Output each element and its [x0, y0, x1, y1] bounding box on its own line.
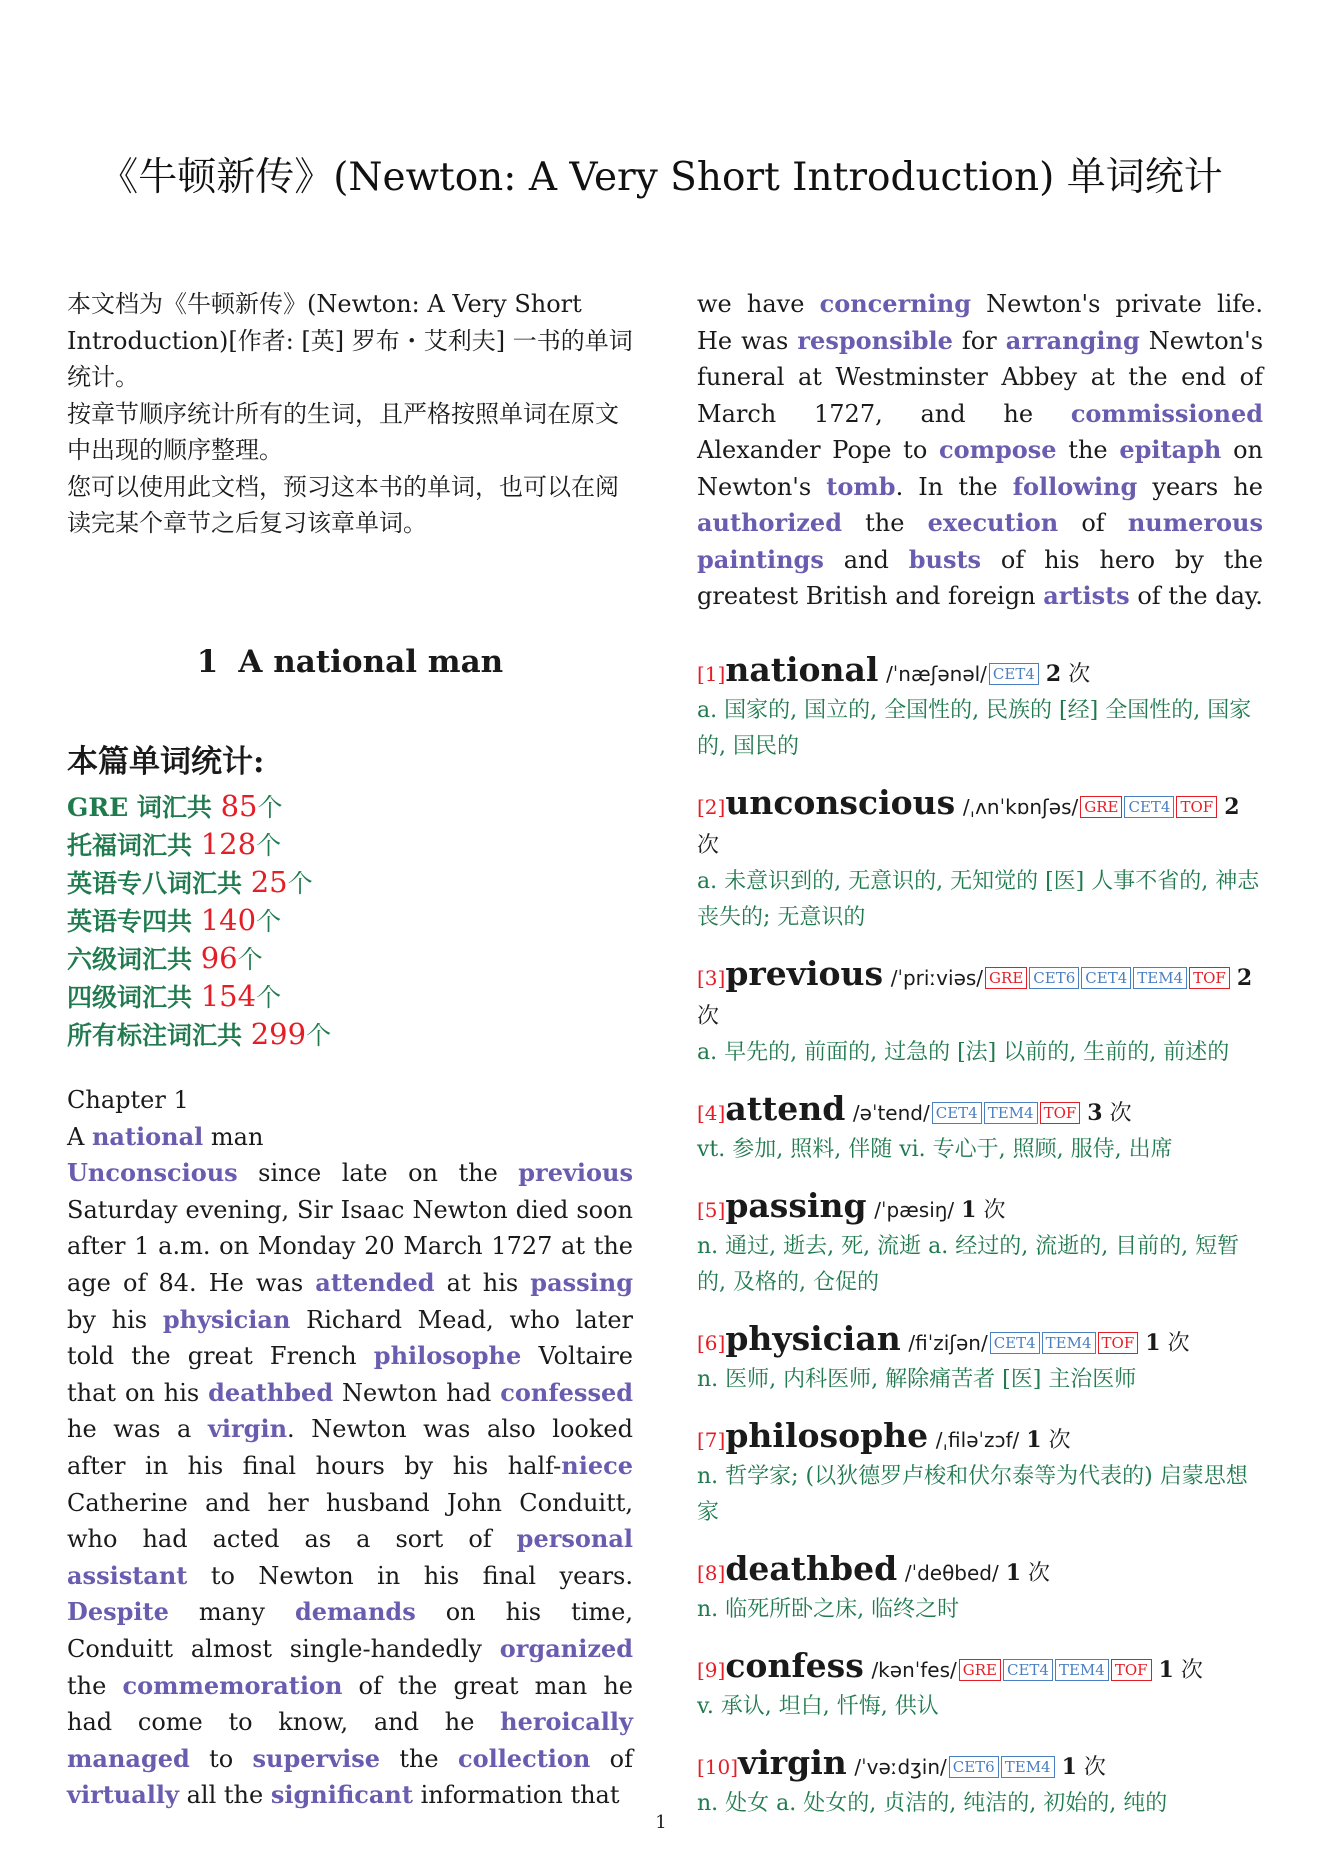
stat-label: 六级词汇共: [67, 945, 193, 974]
entry-word: philosophe: [725, 1416, 929, 1455]
vocab-entry: [697, 1091, 1263, 1168]
entry-word: confess: [725, 1646, 864, 1685]
text-run: of: [1058, 509, 1128, 537]
entry-header: [697, 956, 1263, 1035]
entry-definition: n. 通过, 逝去, 死, 流逝 a. 经过的, 流逝的, 目前的, 短暂的, 及格的, 仓促的: [697, 1234, 1240, 1295]
entry-count-unit: 次: [1068, 662, 1091, 687]
entry-count: 2: [1224, 794, 1240, 820]
exam-tag: TOF: [1098, 1332, 1139, 1354]
vocab-word: virgin: [207, 1414, 288, 1444]
intro: [67, 286, 633, 542]
vocab-word: physician: [162, 1304, 291, 1334]
vocab-word: artists: [1043, 581, 1130, 610]
reading-text: [67, 1082, 633, 1814]
stat-count: 154: [200, 979, 257, 1013]
stats-heading: 本篇单词统计:: [67, 744, 265, 780]
stat-gre: [67, 788, 633, 826]
stat-unit: 个: [257, 793, 283, 822]
entry-header: [697, 652, 1263, 693]
text-run: Newton's funeral at Westminster Abbey at the end of March 1727, and he: [697, 326, 1264, 428]
vocab-entry: [697, 785, 1263, 936]
text-run: years he: [1137, 472, 1263, 501]
vocab-word: niece: [561, 1450, 633, 1480]
text-run: Catherine and her husband John Conduitt, who had acted as a sort of: [67, 1488, 633, 1554]
left-column: [67, 286, 634, 1810]
entry-count: 1: [1158, 1657, 1174, 1683]
vocab-word: paintings: [697, 544, 824, 574]
entry-header: [697, 1745, 1263, 1786]
entry-count: 1: [1005, 1560, 1022, 1586]
text-run: many: [168, 1598, 295, 1627]
entry-count: 2: [1236, 965, 1253, 991]
vocab-word: passing: [530, 1267, 633, 1297]
text-run: the: [1056, 436, 1120, 464]
entry-count-unit: 次: [1167, 1331, 1190, 1356]
chapter-title: A national man: [238, 644, 504, 680]
entry-header: [697, 1551, 1263, 1592]
entry-frequency: [1019, 1428, 1070, 1453]
stat-label: 托福词汇共: [67, 831, 193, 860]
vocab-word: assistant: [67, 1560, 188, 1590]
text-run: of: [590, 1744, 634, 1773]
entry-count-unit: 次: [1109, 1101, 1132, 1126]
vocab-word: deathbed: [208, 1377, 334, 1407]
stat-label: GRE 词汇共: [67, 793, 212, 822]
vocab-entry: [697, 1551, 1263, 1628]
entry-count-unit: 次: [697, 1004, 720, 1029]
entry-pronunciation: /ˌʌnˈkɒnʃəs/: [962, 795, 1079, 819]
exam-tag: CET4: [1003, 1659, 1053, 1681]
entry-count: 1: [961, 1197, 977, 1223]
vocab-word: Unconscious: [67, 1158, 238, 1188]
entry-word: national: [725, 650, 879, 689]
text-run: Voltaire that on his: [67, 1342, 634, 1407]
entry-pronunciation: /ˈpæsiŋ/: [874, 1198, 955, 1222]
text-run: on his time, Conduitt almost single-handedly: [67, 1598, 634, 1663]
vocab-word: commissioned: [1070, 398, 1263, 428]
entry-definition: a. 早先的, 前面的, 过急的 [法] 以前的, 生前的, 前述的: [697, 1040, 1230, 1065]
page-title: 《牛顿新传》(Newton: A Very Short Introduction) 单词统计: [99, 155, 1223, 200]
vocab-word: virtually: [67, 1780, 179, 1810]
vocab-word: attended: [315, 1267, 435, 1297]
text-run: on Newton's: [697, 436, 1263, 501]
entry-frequency: [1138, 1331, 1189, 1356]
vocab-word: following: [1012, 471, 1138, 501]
exam-tag: CET4: [932, 1102, 982, 1124]
text-run: by his: [67, 1305, 163, 1334]
vocab-word: compose: [938, 435, 1057, 464]
text-run: to: [189, 1744, 253, 1773]
stat-unit: 个: [306, 1021, 332, 1050]
vocab-word: arranging: [1005, 325, 1140, 355]
exam-tag: GRE: [1080, 796, 1122, 818]
vocab-entry: [697, 1745, 1263, 1822]
exam-tag: TOF: [1111, 1659, 1152, 1681]
text-run: we have: [697, 290, 820, 318]
entry-header: [697, 1648, 1263, 1689]
intro-paragraph: 您可以使用此文档，预习这本书的单词，也可以在阅读完某个章节之后复习该章单词。: [67, 472, 619, 537]
stat-count: 85: [220, 789, 258, 823]
reading-paragraph: [67, 1155, 633, 1814]
stat-unit: 个: [287, 869, 313, 898]
exam-tag: CET4: [1081, 967, 1131, 989]
text-run: to Newton in his final years.: [187, 1561, 633, 1590]
entry-word: attend: [725, 1089, 846, 1128]
exam-tag: TEM4: [1001, 1756, 1055, 1778]
entry-word: previous: [725, 954, 884, 993]
page-number: 1: [655, 1812, 667, 1833]
entry-index: [10]: [697, 1755, 739, 1779]
entry-pronunciation: /ˌfiləˈzɔf/: [935, 1428, 1020, 1452]
vocab-word: personal: [516, 1524, 633, 1554]
entry-frequency: [954, 1198, 1005, 1223]
vocab-word: national: [91, 1121, 204, 1151]
entry-index: [3]: [697, 966, 726, 990]
entry-pronunciation: /ˈnæʃənəl/: [886, 662, 987, 686]
entry-pronunciation: /ˈdeθbed/: [904, 1561, 999, 1585]
exam-tag: CET6: [949, 1756, 999, 1778]
chapter-number: 1: [196, 644, 219, 680]
stat-unit: 个: [256, 831, 282, 860]
stat-count: 96: [200, 941, 238, 975]
text-run: he was a: [67, 1415, 208, 1444]
exam-tag: TEM4: [984, 1102, 1038, 1124]
entry-definition: a. 未意识到的, 无意识的, 无知觉的 [医] 人事不省的, 神志丧失的; 无意识的: [697, 869, 1260, 930]
text-run: man: [203, 1122, 264, 1151]
exam-tag: TEM4: [1042, 1332, 1096, 1354]
vocab-word: supervise: [252, 1743, 381, 1773]
chapter-heading: [67, 644, 633, 680]
text-run: . In the: [895, 472, 1013, 501]
entry-frequency: [1152, 1658, 1203, 1683]
stat-toefl: [67, 826, 633, 864]
entry-header: [697, 1188, 1263, 1229]
entry-count-unit: 次: [983, 1198, 1006, 1223]
exam-tag: TEM4: [1055, 1659, 1109, 1681]
chapter-subtitle: [67, 1119, 633, 1156]
vocab-word: authorized: [697, 508, 842, 537]
text-run: of his hero by the greatest British and foreign: [697, 545, 1264, 610]
entry-definition: v. 承认, 坦白, 忏悔, 供认: [697, 1694, 939, 1719]
stat-unit: 个: [256, 983, 282, 1012]
stat-cet4: [67, 978, 633, 1016]
entry-count: 1: [1145, 1330, 1161, 1356]
entry-frequency: [1055, 1755, 1106, 1780]
vocab-entry: [697, 1418, 1263, 1531]
text-run: Saturday evening, Sir Isaac Newton died soon after 1 a.m. on Monday 20 March 1727 at the age of 84. He was: [67, 1195, 633, 1297]
entry-definition: a. 国家的, 国立的, 全国性的, 民族的 [经] 全国性的, 国家的, 国民的: [697, 698, 1252, 759]
text-run: . Newton was also looked after in his final hours by his half-: [67, 1415, 633, 1480]
exam-tag: CET6: [1029, 967, 1079, 989]
entry-count-unit: 次: [1180, 1658, 1203, 1683]
entry-frequency: [1080, 1101, 1131, 1126]
entry-word: physician: [725, 1319, 901, 1358]
exam-tag: TOF: [1176, 796, 1217, 818]
entry-index: [9]: [697, 1658, 726, 1682]
right-column: [697, 286, 1264, 1816]
vocab-entry: [697, 652, 1263, 765]
stat-unit: 个: [237, 945, 263, 974]
entry-count-unit: 次: [1083, 1755, 1106, 1780]
text-run: of the day.: [1129, 582, 1263, 610]
exam-tag: CET4: [990, 1332, 1040, 1354]
vocab-word: busts: [908, 544, 982, 574]
vocabulary-list: [697, 652, 1263, 1842]
text-run: all the: [178, 1781, 271, 1810]
entry-index: [6]: [697, 1331, 726, 1355]
entry-index: [4]: [697, 1101, 726, 1125]
entry-pronunciation: /fiˈziʃən/: [908, 1331, 988, 1355]
entry-index: [1]: [697, 662, 726, 686]
exam-tag: TOF: [1189, 967, 1230, 989]
entry-word: virgin: [738, 1743, 847, 1782]
vocab-word: confessed: [500, 1377, 634, 1407]
entry-pronunciation: /kənˈfes/: [871, 1658, 957, 1682]
entry-definition: vt. 参加, 照料, 伴随 vi. 专心于, 照顾, 服侍, 出席: [697, 1137, 1173, 1162]
exam-tag: GRE: [985, 967, 1027, 989]
vocab-entry: [697, 956, 1263, 1071]
stat-tem8: [67, 864, 633, 902]
entry-pronunciation: /əˈtend/: [852, 1101, 930, 1125]
entry-count-unit: 次: [1048, 1428, 1071, 1453]
stat-count: 140: [200, 903, 257, 937]
vocab-word: numerous: [1127, 508, 1263, 537]
vocab-word: managed: [67, 1743, 190, 1773]
text-run: Newton's private life. He was: [697, 290, 1264, 355]
vocab-word: significant: [270, 1780, 413, 1810]
vocab-word: concerning: [819, 289, 972, 318]
entry-index: [8]: [697, 1561, 726, 1585]
vocab-word: execution: [927, 508, 1059, 537]
stat-all: [67, 1016, 633, 1054]
stat-cet6: [67, 940, 633, 978]
vocab-word: Despite: [67, 1597, 169, 1627]
vocab-word: heroically: [500, 1707, 633, 1737]
entry-index: [2]: [697, 795, 726, 819]
entry-header: [697, 1091, 1263, 1132]
entry-count: 3: [1087, 1100, 1103, 1126]
intro-paragraph: 按章节顺序统计所有的生词，且严格按照单词在原文中出现的顺序整理。: [67, 399, 619, 464]
stat-label: 英语专八词汇共: [67, 869, 243, 898]
vocab-word: demands: [294, 1597, 416, 1627]
word-statistics: [67, 742, 633, 1054]
entry-count: 2: [1045, 661, 1062, 687]
vocab-word: organized: [499, 1633, 633, 1663]
text-run: Richard Mead, who later told the great French: [67, 1305, 633, 1371]
entry-definition: n. 临死所卧之床, 临终之时: [697, 1597, 960, 1622]
entry-index: [5]: [697, 1198, 726, 1222]
vocab-word: previous: [518, 1158, 633, 1188]
vocab-word: commemoration: [122, 1670, 343, 1700]
entry-frequency: [999, 1561, 1050, 1586]
entry-count-unit: 次: [1028, 1561, 1051, 1586]
entry-count-unit: 次: [697, 833, 720, 858]
text-run: the: [67, 1671, 123, 1700]
reading-text-continued: [697, 286, 1263, 615]
text-run: since late on the: [237, 1159, 519, 1188]
text-run: and: [823, 545, 909, 574]
entry-count: 1: [1061, 1754, 1077, 1780]
entry-word: passing: [725, 1186, 867, 1225]
stat-unit: 个: [256, 907, 282, 936]
entry-count: 1: [1026, 1427, 1042, 1453]
intro-paragraph: 本文档为《牛顿新传》(Newton: A Very Short Introduction)[作者: [英] 罗布・艾利夫] 一书的单词统计。: [67, 290, 633, 391]
vocab-word: tomb: [826, 471, 896, 501]
entry-definition: n. 处女 a. 处女的, 贞洁的, 纯洁的, 初始的, 纯的: [697, 1791, 1168, 1816]
text-run: for: [952, 326, 1006, 355]
text-run: Alexander Pope to: [697, 436, 939, 464]
stat-count: 128: [200, 827, 257, 861]
exam-tag: CET4: [1124, 796, 1174, 818]
text-run: Newton had: [333, 1378, 501, 1407]
vocab-entry: [697, 1321, 1263, 1398]
text-run: at his: [434, 1268, 531, 1297]
chapter-label: Chapter 1: [67, 1086, 189, 1114]
stat-label: 所有标注词汇共: [67, 1021, 243, 1050]
vocab-word: epitaph: [1119, 435, 1222, 464]
entry-definition: n. 医师, 内科医师, 解除痛苦者 [医] 主治医师: [697, 1367, 1137, 1392]
entry-header: [697, 785, 1263, 864]
text-run: information that: [412, 1781, 620, 1810]
exam-tag: CET4: [989, 663, 1039, 685]
entry-pronunciation: /ˈpriːviəs/: [890, 966, 984, 990]
entry-header: [697, 1418, 1263, 1459]
stat-count: 25: [250, 865, 288, 899]
text-run: the: [380, 1744, 458, 1773]
vocab-word: collection: [457, 1743, 591, 1773]
vocab-word: philosophe: [373, 1341, 522, 1371]
text-run: the: [841, 509, 928, 537]
entry-frequency: [1039, 662, 1090, 687]
stat-label: 四级词汇共: [67, 983, 193, 1012]
stat-count: 299: [250, 1017, 307, 1051]
vocab-entry: [697, 1188, 1263, 1301]
text-run: of the great man he had come to know, and he: [67, 1671, 633, 1737]
entry-word: deathbed: [725, 1549, 898, 1588]
entry-index: [7]: [697, 1428, 726, 1452]
vocab-word: responsible: [797, 325, 953, 355]
entry-pronunciation: /ˈvəːdʒin/: [854, 1755, 947, 1779]
text-run: A: [67, 1122, 92, 1151]
exam-tag: TOF: [1040, 1102, 1081, 1124]
stat-label: 英语专四共: [67, 907, 193, 936]
entry-definition: n. 哲学家; (以狄德罗卢梭和伏尔泰等为代表的) 启蒙思想家: [697, 1464, 1248, 1525]
vocab-entry: [697, 1648, 1263, 1725]
entry-word: unconscious: [725, 783, 956, 822]
exam-tag: GRE: [959, 1659, 1001, 1681]
exam-tag: TEM4: [1133, 967, 1187, 989]
reading-paragraph: [697, 286, 1263, 615]
entry-header: [697, 1321, 1263, 1362]
stat-tem4: [67, 902, 633, 940]
